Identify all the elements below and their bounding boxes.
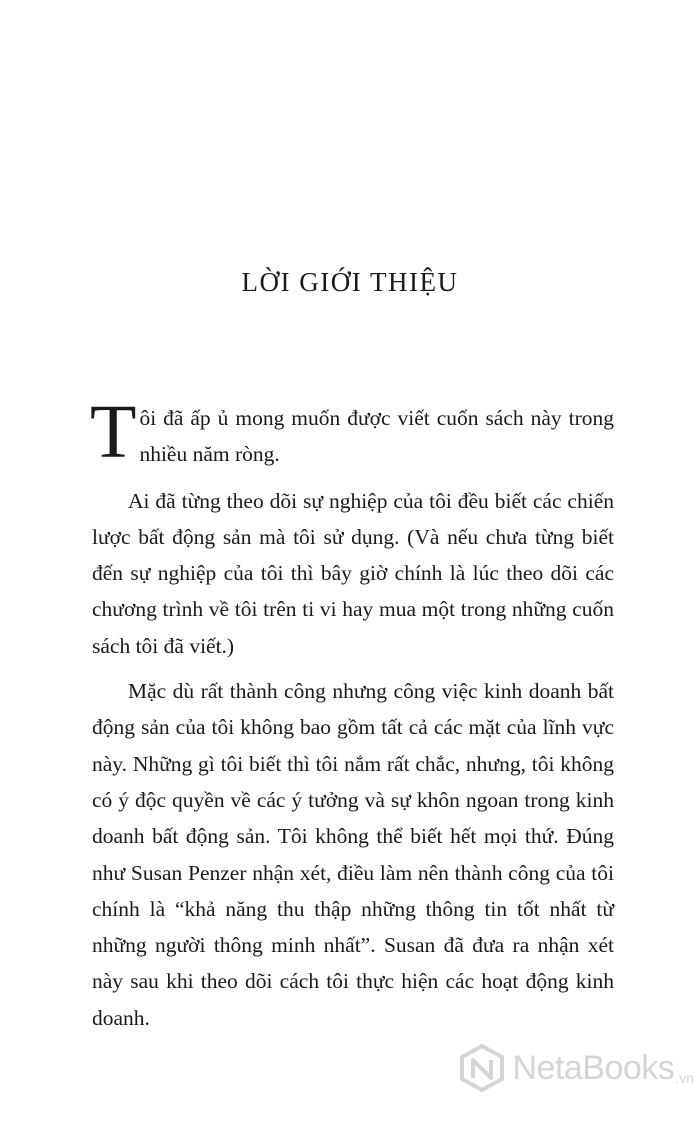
paragraph-1-text: ôi đã ấp ủ mong muốn được viết cuốn sách này trong nhiều năm ròng. xyxy=(139,406,614,467)
neta-logo-icon xyxy=(458,1044,506,1092)
watermark xyxy=(458,1044,694,1092)
paragraph-3: Mặc dù rất thành công nhưng công việc kinh doanh bất động sản của tôi không bao gồm tất cả các mặt của lĩnh vực này. Những gì tôi biết thì tôi nắm rất chắc, nhưng, tôi không có ý độc quyền về các ý tưởng và sự khôn ngoan trong kinh doanh bất động sản. Tôi không thể biết hết mọi thứ. Đúng như Susan Penzer nhận xét, điều làm nên thành công của tôi chính là “khả năng thu thập những thông tin tốt nhất từ những người thông minh nhất”. Susan đã đưa ra nhận xét này sau khi theo dõi cách tôi thực hiện các hoạt động kinh doanh. xyxy=(92,679,614,1030)
drop-cap: T xyxy=(90,390,137,474)
chapter-title: LỜI GIỚI THIỆU xyxy=(241,267,459,297)
watermark-brand: NetaBooks xyxy=(512,1048,675,1087)
paragraph-1 xyxy=(90,390,614,474)
body-text xyxy=(90,390,614,1045)
watermark-suffix: .vn xyxy=(675,1070,694,1086)
paragraph-2: Ai đã từng theo dõi sự nghiệp của tôi đều biết các chiến lược bất động sản mà tôi sử dụng. (Và nếu chưa từng biết đến sự nghiệp của tôi thì bây giờ chính là lúc theo dõi các chương trình về tôi trên ti vi hay mua một trong những cuốn sách tôi đã viết.) xyxy=(92,488,614,658)
